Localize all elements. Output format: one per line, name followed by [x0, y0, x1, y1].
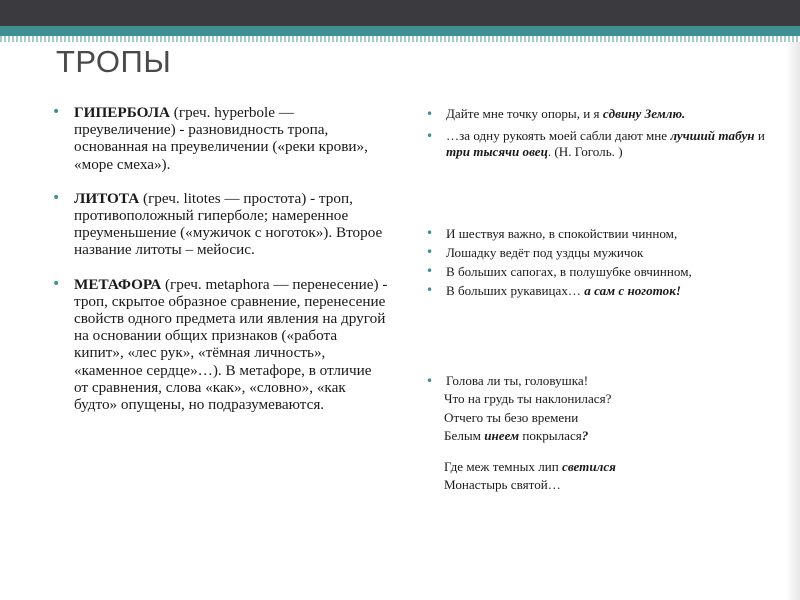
poem-line: • И шествуя важно, в спокойствии чинном, [426, 226, 678, 241]
example-highlight: лучший табун [670, 128, 755, 143]
litotes-example-poem [424, 225, 780, 299]
definition-text: (греч. litotes — простота) - троп, противоположный гиперболе; намеренное преуменьшение («мужичок с ноготок»). Второе название литоты – мейосис. [74, 189, 383, 259]
term-metaphor: МЕТАФОРА [74, 275, 162, 293]
top-bar [0, 0, 800, 26]
example-highlight: три тысячи овец [446, 144, 548, 159]
accent-stripe [0, 26, 800, 36]
example-highlight: а сам с ноготок! [584, 283, 681, 298]
poem-line: Что на грудь ты наклонилася? [444, 391, 612, 407]
definition-text: (греч. hyperbole — преувеличение) - разновидность тропа, основанная на преувеличении («реки крови», «море смеха»). [74, 104, 368, 173]
example-highlight: инеем [484, 428, 520, 444]
poem-line: Отчего ты безо времени [444, 409, 579, 425]
hyperbole-examples [424, 106, 780, 160]
poem-line: • В больших сапогах, в полушубке овчинном, [426, 264, 692, 279]
example-text: и [754, 128, 765, 143]
definition-hyperbole [52, 104, 388, 173]
definition-litotes [52, 190, 388, 259]
decor-stripe [0, 36, 800, 42]
bullet-icon: • [52, 189, 61, 206]
example-item [424, 128, 780, 160]
slide-edge-shadow [786, 42, 800, 600]
bullet-icon: • [426, 129, 434, 143]
poem-line: Белым инеем покрылася? [444, 428, 589, 444]
bullet-icon: • [52, 104, 61, 120]
term-hyperbole: ГИПЕРБОЛА [74, 104, 170, 121]
poem-line: Монастырь святой… [444, 477, 561, 493]
metaphor-example-poem [424, 372, 780, 494]
example-item [424, 106, 780, 122]
bullet-icon: • [426, 245, 434, 259]
example-highlight: сдвину Землю. [602, 106, 686, 121]
poem-line: • Лошадку ведёт под уздцы мужичок [426, 245, 644, 260]
poem-line: Где меж темных лип светился [444, 458, 616, 474]
poem-line: • Голова ли ты, головушка! [424, 372, 780, 390]
example-text: . (Н. Гоголь. ) [547, 144, 623, 159]
definitions-column [52, 104, 388, 413]
bullet-icon: • [426, 374, 434, 388]
stanza-gap [424, 446, 780, 458]
bullet-icon: • [426, 264, 434, 278]
bullet-icon: • [426, 226, 434, 240]
definition-metaphor [52, 276, 388, 414]
slide-title: ТРОПЫ [56, 44, 172, 79]
term-litotes: ЛИТОТА [74, 189, 140, 207]
example-text: Дайте мне точку опоры, и я [446, 106, 603, 121]
poem-line: • В больших рукавицах… а сам с ноготок! [426, 283, 681, 298]
definition-text: (греч. metaphora — перенесение) - троп, скрытое образное сравнение, перенесение свойств одного предмета или явления на другой на основании общих признаков («работа кипит», «лес рук», «тёмная личность», «каменное сердце»…). В метафоре, в отличие от сравнения, слова «как», «словно», «как будто» опущены, но подразумеваются. [74, 275, 388, 414]
example-highlight: светился [562, 458, 616, 474]
example-text: …за одну рукоять моей сабли дают мне [446, 128, 671, 143]
bullet-icon: • [426, 107, 434, 121]
bullet-icon: • [426, 283, 434, 297]
bullet-icon: • [52, 275, 61, 292]
